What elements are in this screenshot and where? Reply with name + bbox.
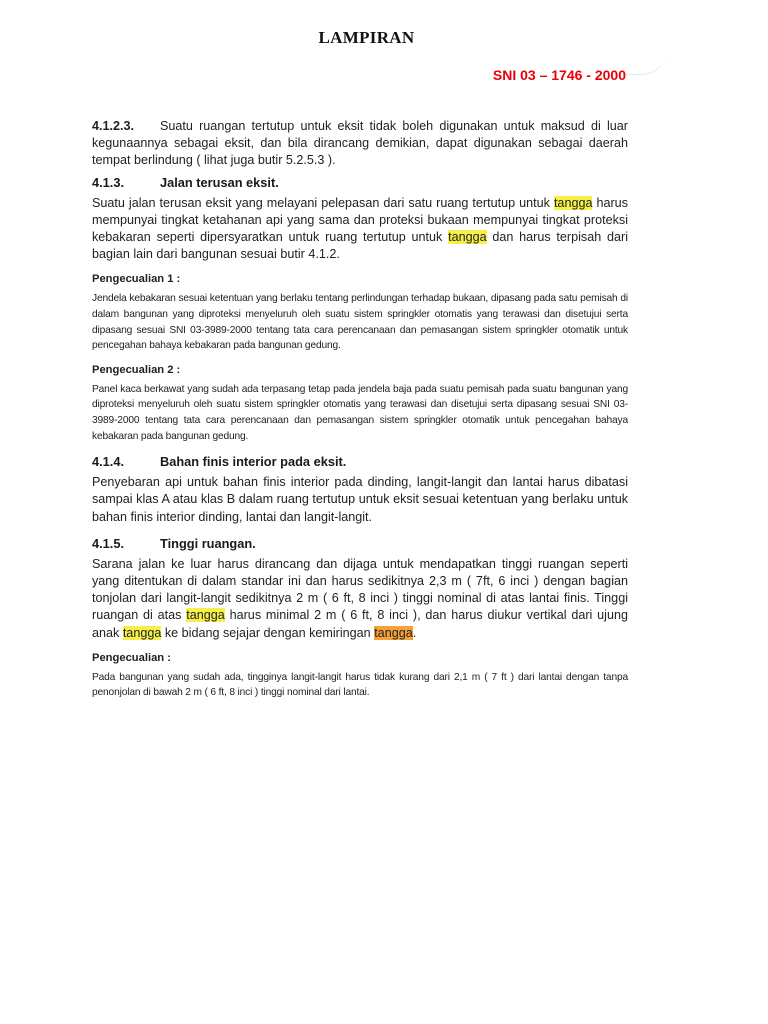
- exception-text: Panel kaca berkawat yang sudah ada terpasang tetap pada jendela baja pada suatu pemisah pada suatu bangunan yang diproteksi menyeluruh oleh suatu sistem springkler otomatis yang terawasi dan disetujui serta dipasang sesuai SNI 03-3989-2000 tentang tata cara perencanaan dan pemasangan sistem springkler otomatik untuk pencegahan bahaya kebakaran pada bangunan gedung.: [92, 383, 628, 442]
- section-4-1-3-text: [92, 195, 628, 264]
- paragraph-text: Suatu jalan terusan eksit yang melayani pelepasan dari satu ruang tertutup untuk: [92, 195, 550, 210]
- section-4-1-4-text: Penyebaran api untuk bahan finis interior pada dinding, langit-langit dan lantai harus dibatasi sampai klas A atau klas B dalam ruang tertutup untuk eksit sesuai ketentuan yang berlaku untuk bahan finis interior dinding, lantai dan langit-langit.: [92, 475, 628, 524]
- paragraph-text: Suatu ruangan tertutup untuk eksit tidak boleh digunakan untuk maksud di luar kegunaannya sebagai eksit, dan bila dirancang demikian, dapat digunakan sebagai daerah tempat berlindung ( lihat juga butir 5.2.5.3 ).: [92, 119, 628, 168]
- section-4-1-3: [92, 174, 628, 445]
- exception-title: Pengecualian 2 :: [92, 363, 181, 376]
- paragraph-text: harus minimal 2 m ( 6 ft, 8 inci ), dan harus diukur vertikal dari ujung anak: [92, 608, 628, 640]
- paragraph-text: ke bidang sejajar dengan kemiringan: [164, 625, 371, 640]
- highlight-tangga: tangga: [448, 230, 487, 245]
- exception-title: Pengecualian 1 :: [92, 273, 181, 286]
- section-heading: [92, 535, 628, 552]
- section-title: Bahan finis interior pada eksit.: [160, 454, 347, 470]
- paragraph-text: .: [412, 625, 417, 640]
- section-4-1-5-text: [92, 556, 628, 642]
- section-4-1-4: [92, 453, 628, 526]
- highlight-tangga: tangga: [122, 625, 162, 640]
- section-title: Jalan terusan eksit.: [160, 174, 279, 190]
- section-4-1-2-3-text: [92, 118, 628, 170]
- highlight-tangga: tangga: [186, 608, 225, 623]
- section-heading: [92, 174, 628, 191]
- section-number: 4.1.2.3.: [92, 119, 135, 133]
- section-number: 4.1.5.: [92, 535, 125, 551]
- section-4-1-2-3: [92, 118, 628, 170]
- section-4-1-5: [92, 535, 628, 701]
- document-body: [92, 118, 628, 701]
- exception-text: Jendela kebakaran sesuai ketentuan yang berlaku tentang perlindungan terhadap bukaan, dipasang pada satu pemisah di dalam bangunan yang diproteksi menyeluruh oleh suatu sistem springkler otomatis yang terawasi dan disetujui serta dipasang sesuai SNI 03-3989-2000 tentang tata cara perencanaan dan pemasangan sistem springkler otomatik untuk pencegahan bahaya kebakaran pada bangunan gedung.: [92, 293, 628, 352]
- paragraph-text: dan harus terpisah dari bagian lain dari bangunan sesuai butir 4.1.2.: [92, 230, 628, 262]
- paragraph-text: Sarana jalan ke luar harus dirancang dan dijaga untuk mendapatkan tinggi ruangan seperti yang ditentukan di dalam standar ini dan harus sedikitnya 2,3 m ( 7ft, 6 inci ) dengan bagian tonjolan dari langit-langit sedikitnya 2 m ( 6 ft, 8 inci ) tinggi nominal di atas lantai finis. Tinggi ruangan di atas: [92, 556, 628, 623]
- page-corner-fold: [624, 48, 668, 75]
- paragraph-text: harus mempunyai tingkat ketahanan api yang sama dan proteksi bukaan mempunyai tingkat proteksi kebakaran seperti dipersyaratkan untuk ruang tertutup untuk: [92, 195, 628, 245]
- exception-text: Pada bangunan yang sudah ada, tingginya langit-langit harus tidak kurang dari 2,1 m ( 7 ft ) dari lantai dengan tanpa penonjolan di bawah 2 m ( 6 ft, 8 inci ) tinggi nominal dari lantai.: [92, 671, 628, 699]
- section-number: 4.1.4.: [92, 454, 125, 470]
- page-title: LAMPIRAN: [318, 28, 415, 47]
- highlight-tangga-orange: tangga: [374, 625, 413, 640]
- section-title: Tinggi ruangan.: [160, 535, 256, 551]
- section-heading: [92, 453, 628, 470]
- section-number: 4.1.3.: [92, 174, 125, 190]
- exception-title: Pengecualian :: [92, 651, 171, 664]
- highlight-tangga: tangga: [553, 195, 593, 210]
- standard-reference: SNI 03 – 1746 - 2000: [492, 67, 626, 83]
